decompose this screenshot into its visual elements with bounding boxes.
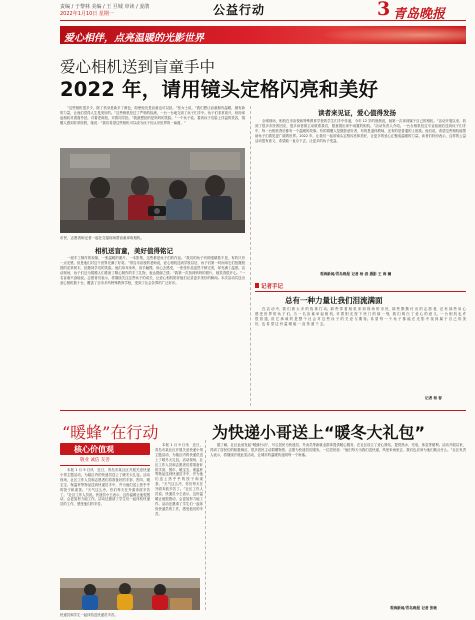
note-rule	[255, 291, 466, 292]
section-name: 公益行动	[213, 3, 266, 17]
core-values-rule	[60, 465, 150, 466]
note-tag: 记者手记	[261, 284, 284, 290]
event-photo-svg	[60, 148, 245, 233]
note-box	[255, 282, 466, 404]
photo-caption: 市民、志愿者和记者一起在交接现场帮盲童拿取相机。	[60, 236, 144, 240]
bottom-col1: 本报 1 月 9 日讯 近日，青岛市某社区开展关爱快递小哥主题活动，为辖区内的快递员送上了暖冬大礼包。活动现场，社区工作人员和志愿者们将准备好的手套、围巾、暖宝宝、保温杯等物品送到快递员手中，并为他们送上热乎乎的饺子和姜茶。“天气这么冷，你们每天在外面奔波辛苦了。”社区工作人员说。快递员小王表示，这份温暖让他很感动，会更加努力地工作。活动还邀请了学生们一起体验快递员的工作，感受他们的辛苦。	[60, 468, 150, 507]
header-rule	[60, 20, 466, 21]
section-left-body: 一段手工制作的视频、一张温暖的照片、一本影集，这些都是孩子们的作品。“我们的孩子有的眼睛看不见，有的只有一点光感，但是他们对这个世界充满了好奇。”青岛市盲校的老师说，爱心相机送到学校以后，孩子们第一时间用它们拍摄校园的花草树木，拍摄同学们的笑脸。他们用耳朵听，用手触摸，用心去感受，一张张作品虽然不够完美，却充满了温度。活动现场，孩子们还为捐赠人们准备了精心制作的手工礼物，表达感谢之情。“我第一次拍到妈妈的照片，她笑得很开心。”一名盲童兴奋地说。志愿者们表示，将继续关注这些孩子的成长，让爱心相机陪伴他们记录更多美好的瞬间。本次活动共送出爱心相机数十台，覆盖了全市多所特殊教育学校，受到了社会各界的广泛好评。	[60, 256, 245, 285]
headline-kicker: 爱心相机送到盲童手中	[60, 58, 216, 76]
event-photo	[60, 148, 245, 233]
page-number: 3	[377, 0, 391, 20]
bottom-col2: 本报 1 月 9 日讯 近日，青岛市某社区开展关爱快递小哥主题活动，为辖区内的快递员送上了暖冬大礼包。活动现场，社区工作人员和志愿者们将准备好的手套、围巾、暖宝宝、保温杯等物品送到快递员手中，并为他们送上热乎乎的饺子和姜茶。“天气这么冷，你们每天在外面奔波辛苦了。”社区工作人员说。快递员小王表示，这份温暖让他很感动，会更加努力地工作。活动还邀请了学生们一起体验快递员的工作，感受他们的辛苦。	[155, 443, 203, 516]
brand-logo: 青岛晚报	[393, 7, 446, 22]
header-meta-1: 责编 / 于黎林 美编 / 王 旦城 审读 / 姜鹃	[60, 4, 150, 10]
bottom-title-right: 为快递小哥送上“暖冬大礼包”	[212, 423, 426, 442]
courier-photo	[60, 578, 200, 610]
core-values-sub: 敬业 诚信 友善	[80, 458, 110, 463]
section-right-title: 读者来见证，爱心值得发扬	[318, 109, 396, 117]
note-title: 总有一种力量让我们泪流满面	[285, 296, 383, 305]
story-divider	[60, 410, 466, 411]
banner-slogan: 爱心相伴，点亮温暖的光影世界	[64, 33, 204, 44]
bottom-column-separator	[205, 440, 206, 610]
column-separator	[250, 106, 251, 406]
note-body: 在 活 动 中，我 们 被 太 多 的 故 事 打 动。那 些 带 着 相 机 来 到 现 场 的 市 民，那 些 默 默 付 出 的 志 愿 者，还 有 那 些 用 心 感 受 世 界 的 孩 子 们。当 一 名 盲 童 举 起 相 机，对 着 阳 光 按 下 快 门 的 那 一 刻，我 们 明 白 了 爱 心 的 意 义。一 台 相 机 也 许 很 普 通，但 它 承 载 的 是 整 个 社 会 对 这 些 孩 子 的 关 爱 与 期 待。希 望 每 一 个 孩 子 都 能 在 光 影 中 找 到 属 于 自 己 的 美 好，也 希 望 这 份 温 暖 能 一 直 传 递 下 去。	[255, 307, 466, 326]
bottom-col3: 据了解，社区此前发起“暖蜂行动”，号召居民为快递员、外卖员等新就业群体提供暖心服务，在社区设立了爱心驿站，提供热水、充电、休息等便利。活动开展以来，得到了居民们的积极响应，很多居民主动捐赠物资，志愿为快递员们服务。一位居民说：“他们每天为我们送快递，风里来雨里去，我们也应该为他们做点什么。”社区负责人表示，将继续开展此类活动，让城市的温暖传递到每一个角落。	[210, 443, 466, 457]
intro-text: “这些相机很多少，除了机身是新多了颜色，即使他们是盲童也可以拍。”张女士说，“我们想让盲童拥有温暖，拥有新的力量，让他们觉得人生是美好的。”这些相机经过了严格的检测，一台一台地交到了孩子们手中。孩子们非常高兴，纷纷拿起相机对着窗外拍，对着老师拍，对着同学拍。“我最想拍的是妈妈的笑脸。”一个孩子说。看到孩子们脸上洋溢的笑容，捐赠人感到非常欣慰，她说：“我们希望这些相机可以成为孩子们认识世界的一扇窗。”	[60, 106, 245, 125]
bottom-byline: 观海新闻/青岛晚报 记者 张敏	[390, 606, 437, 610]
header-meta-2: 2022年1月10日 星期一	[60, 11, 114, 17]
section-right-byline: 观海新闻/青岛晚报 记者 杨 春 摄影 王 海 澜	[320, 272, 392, 276]
courier-photo-caption: 快递员和学生一起体验送快递员辛苦。	[60, 613, 118, 617]
banner	[60, 26, 466, 44]
core-values-label: 核心价值观	[74, 445, 114, 454]
note-tag-marker	[255, 283, 259, 288]
section-left-title: 相机送盲童，美好值得铭记	[95, 247, 173, 255]
bottom-title-left: “暖蜂”在行动	[62, 423, 159, 442]
courier-photo-svg	[60, 578, 200, 610]
banner-glow	[320, 26, 466, 44]
headline-main: 2022 年，请用镜头定格闪亮和美好	[60, 78, 379, 101]
section-right-body: 全城现场，相机在市盲校和特殊教育学校的学生们手中传递，今年 12 岁的晨晨说，她第一次拿到属于自己的相机。“活动开展以来，收到了很多市民的回应，很多读者都主动联系我们，愿意捐出家中闲置的相机。”活动负责人介绍。一台台相机经过专业检测后送到孩子们手中，每一台相机背后都有一个温暖的故事。有的捐赠人是摄影爱好者，有的是退休教师，还有的是普通的上班族。他们说，希望这些相机能帮助孩子们看见更广阔的世界。2022 年，让我们一起用镜头定格闪亮和美好，让更多的爱心汇聚成温暖的力量。读者们纷纷表示，这样的公益活动很有意义，希望能一直办下去，让更多的孩子受益。	[255, 119, 466, 143]
note-byline: 记者 杨 春	[425, 396, 442, 400]
header-bar	[0, 0, 475, 22]
